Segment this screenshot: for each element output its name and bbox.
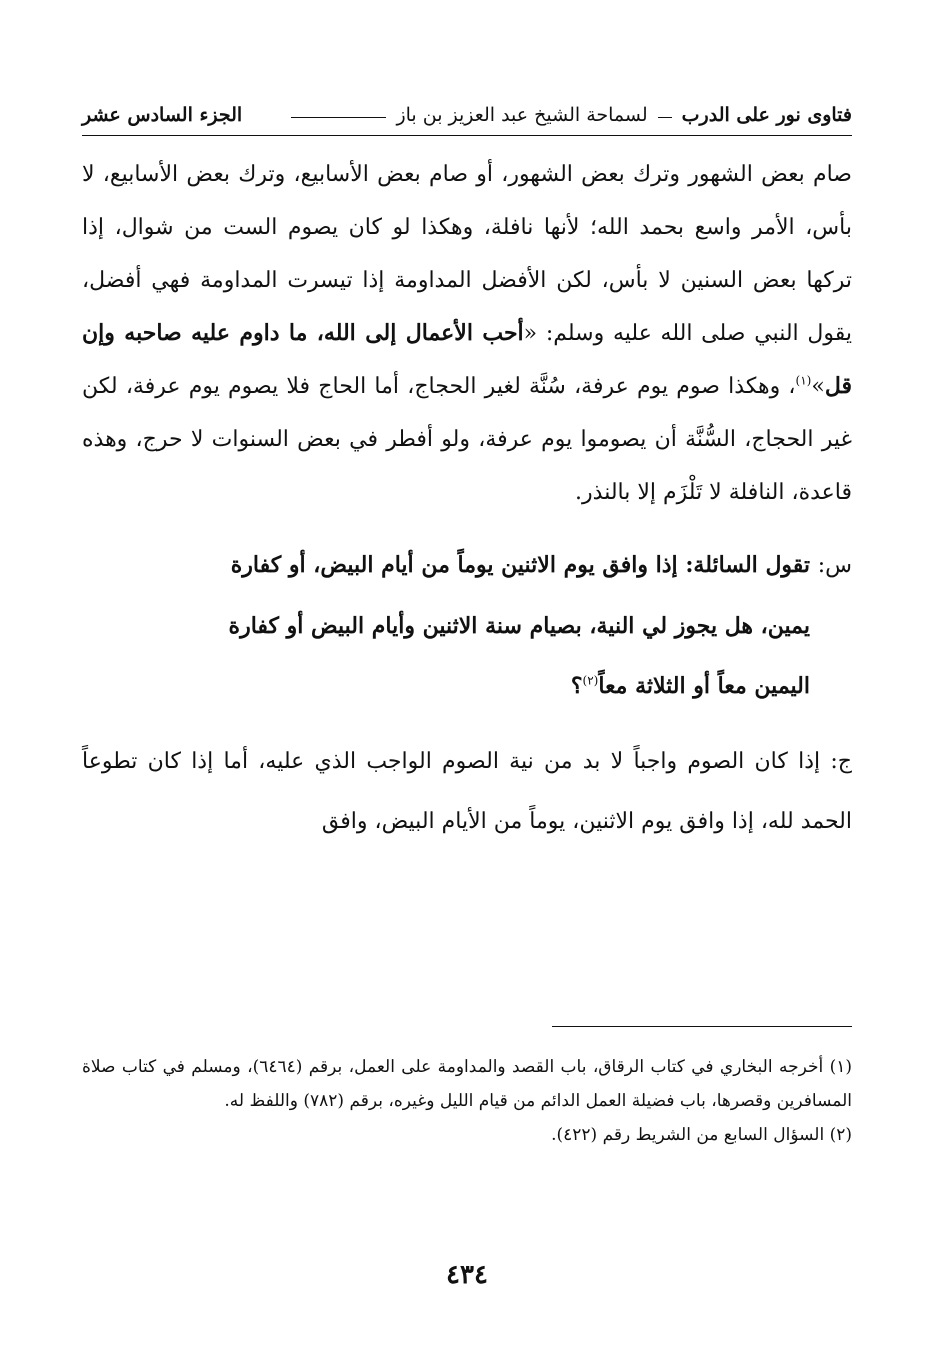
answer-text: إذا كان الصوم واجباً لا بد من نية الصوم الواجب الذي عليه، أما إذا كان تطوعاً الحمد لله، إذا وافق يوم الاثنين، يوماً من الأيام البيض، وافق	[82, 749, 852, 834]
header-divider	[82, 135, 852, 136]
volume-label: الجزء السادس عشر	[82, 104, 243, 126]
page-number: ٤٣٤	[446, 1260, 488, 1290]
footnote-divider	[552, 1026, 852, 1027]
question-line-2: يمين، هل يجوز لي النية، بصيام سنة الاثنين وأيام البيض أو كفارة	[228, 613, 810, 639]
footnote-1-number: (١)	[829, 1057, 852, 1077]
hadith-quote: أحب الأعمال إلى الله، ما داوم عليه صاحبه وإن قل	[82, 320, 852, 399]
question-line-1: تقول السائلة: إذا وافق يوم الاثنين يوماً من أيام البيض، أو كفارة	[230, 552, 811, 578]
question-mark: ؟	[570, 673, 583, 699]
header-rule	[291, 117, 386, 118]
question-block	[82, 535, 852, 716]
question-line-3: اليمين معاً أو الثلاثة معاً	[598, 673, 810, 699]
main-text	[82, 148, 852, 874]
running-header-title-group	[287, 95, 852, 135]
footnote-1	[82, 1050, 852, 1118]
paragraph-1-text-before: صام بعض الشهور وترك بعض الشهور، أو صام بعض الأسابيع، وترك بعض الأسابيع، لا بأس، الأمر واسع بحمد الله؛ لأنها نافلة، وهكذا لو كان يصوم الست من شوال، إذا تركها بعض السنين لا بأس، لكن الأفضل المداومة إذا تيسرت المداومة فهي أفضل، يقول النبي صلى الله عليه وسلم: «	[82, 162, 852, 346]
answer-block	[82, 732, 852, 852]
question-label: س:	[817, 553, 852, 578]
hadith-close-quote: »	[811, 374, 825, 399]
question-line-3-wrap	[82, 656, 852, 716]
footnote-2-text: السؤال السابع من الشريط رقم (٤٢٢).	[551, 1125, 825, 1145]
footnote-1-text: أخرجه البخاري في كتاب الرقاق، باب القصد والمداومة على العمل، برقم (٦٤٦٤)، ومسلم في كتاب صلاة المسافرين وقصرها، باب فضيلة العمل الدائم من قيام الليل وغيره، برقم (٧٨٢) واللفظ له.	[82, 1057, 852, 1111]
footnote-ref-2[interactable]: (٢)	[582, 673, 599, 688]
footnote-2-number: (٢)	[829, 1125, 852, 1145]
running-header	[82, 95, 852, 135]
author-name: لسماحة الشيخ عبد العزيز بن باز	[396, 104, 648, 126]
paragraph-1-text-after: ، وهكذا صوم يوم عرفة، سُنَّة لغير الحجاج، أما الحاج فلا يصوم يوم عرفة، لكن غير الحجاج، السُّنَّة أن يصوموا يوم عرفة، ولو أفطر في بعض السنوات لا حرج، وهذه قاعدة، النافلة لا تَلْزَم إلا بالنذر.	[82, 374, 852, 505]
footnote-2	[82, 1118, 852, 1152]
footnote-ref-1[interactable]: (١)	[795, 373, 812, 388]
header-dash	[658, 117, 672, 118]
book-title: فتاوى نور على الدرب	[681, 104, 852, 126]
answer-label: ج:	[830, 749, 852, 774]
footnotes	[82, 1050, 852, 1152]
book-page	[82, 95, 852, 1315]
paragraph-1	[82, 148, 852, 519]
